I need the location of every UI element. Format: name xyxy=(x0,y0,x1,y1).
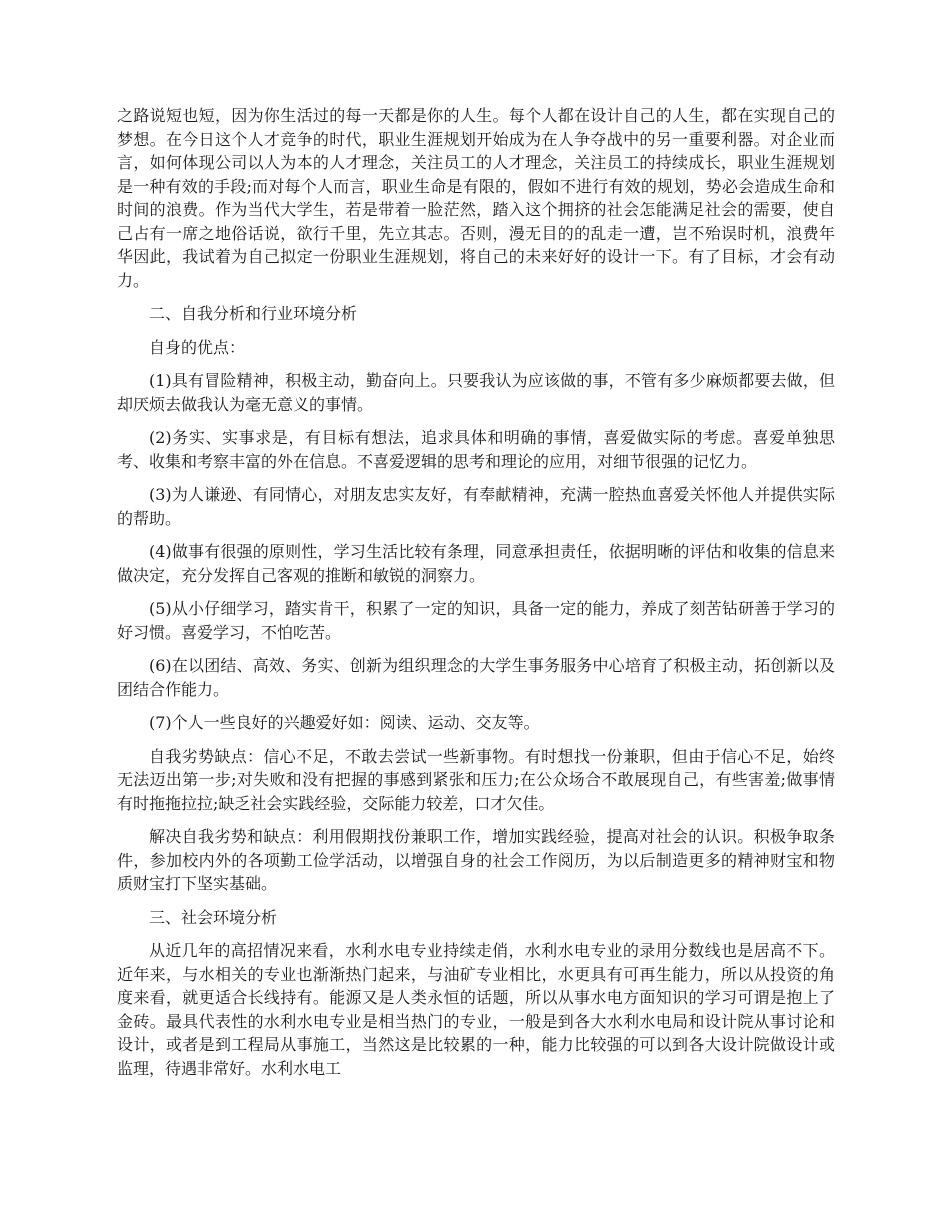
strength-item-4: (4)做事有很强的原则性，学习生活比较有条理，同意承担责任，依据明晰的评估和收集的信息来做决定，充分发挥自己客观的推断和敏锐的洞察力。 xyxy=(117,542,835,585)
section-heading-self-analysis: 二、自我分析和行业环境分析 xyxy=(149,304,358,323)
strength-item-6: (6)在以团结、高效、务实、创新为组织理念的大学生事务服务中心培育了积极主动，拓创新以及团结合作能力。 xyxy=(117,656,835,699)
strength-item-2: (2)务实、实事求是，有目标有想法，追求具体和明确的事情，喜爱做实际的考虑。喜爱单独思考、收集和考察丰富的外在信息。不喜爱逻辑的思考和理论的应用，对细节很强的记忆力。 xyxy=(117,428,835,471)
weaknesses-paragraph: 自我劣势缺点：信心不足，不敢去尝试一些新事物。有时想找一份兼职，但由于信心不足，始终无法迈出第一步;对失败和没有把握的事感到紧张和压力;在公众场合不敢展现自己，有些害羞;做事情有时拖拖拉拉;缺乏社会实践经验，交际能力较差，口才欠佳。 xyxy=(117,746,835,813)
solutions-paragraph: 解决自我劣势和缺点：利用假期找份兼职工作，增加实践经验，提高对社会的认识。积极争取条件，参加校内外的各项勤工俭学活动，以增强自身的社会工作阅历，为以后制造更多的精神财宝和物质财宝打下坚实基础。 xyxy=(117,827,835,893)
strength-item-3: (3)为人谦逊、有同情心，对朋友忠实友好，有奉献精神，充满一腔热血喜爱关怀他人并提供实际的帮助。 xyxy=(117,485,835,528)
social-environment-paragraph: 从近几年的高招情况来看，水利水电专业持续走俏，水利水电专业的录用分数线也是居高不下。近年来，与水相关的专业也渐渐热门起来，与油矿专业相比，水更具有可再生能力，所以从投资的角度来看，就更适合长线持有。能源又是人类永恒的话题，所以从事水电方面知识的学习可谓是抱上了金砖。最具代表性的水利水电专业是相当热门的专业，一般是到各大水利水电局和设计院从事讨论和设计，或者是到工程局从事施工，当然这是比较累的一种，能力比较强的可以到各大设计院做设计或监理，待遇非常好。水利水电工 xyxy=(117,941,835,1078)
document-page xyxy=(117,104,835,1090)
section-heading-social-environment: 三、社会环境分析 xyxy=(149,907,278,927)
strength-item-1: (1)具有冒险精神，积极主动，勤奋向上。只要我认为应该做的事，不管有多少麻烦都要去做，但却厌烦去做我认为毫无意义的事情。 xyxy=(117,371,835,414)
intro-paragraph: 之路说短也短，因为你生活过的每一天都是你的人生。每个人都在设计自己的人生，都在实现自己的梦想。在今日这个人才竞争的时代，职业生涯规划开始成为在人争夺战中的另一重要利器。对企业而言，如何体现公司以人为本的人才理念，关注员工的人才理念，关注员工的持续成长，职业生涯规划是一种有效的手段;而对每个人而言，职业生命是有限的，假如不进行有效的规划，势必会造成生命和时间的浪费。作为当代大学生，若是带着一脸茫然，踏入这个拥挤的社会怎能满足社会的需要，使自己占有一席之地俗话说，欲行千里，先立其志。否则，漫无目的的乱走一遭，岂不殆误时机，浪费年华因此，我试着为自己拟定一份职业生涯规划，将自己的未来好好的设计一下。有了目标，才会有动力。 xyxy=(117,106,835,290)
strength-item-5: (5)从小仔细学习，踏实肯干，积累了一定的知识，具备一定的能力，养成了刻苦钻研善于学习的好习惯。喜爱学习，不怕吃苦。 xyxy=(117,599,835,642)
strength-item-7: (7)个人一些良好的兴趣爱好如：阅读、运动、交友等。 xyxy=(149,713,540,732)
strengths-heading: 自身的优点： xyxy=(149,337,246,357)
